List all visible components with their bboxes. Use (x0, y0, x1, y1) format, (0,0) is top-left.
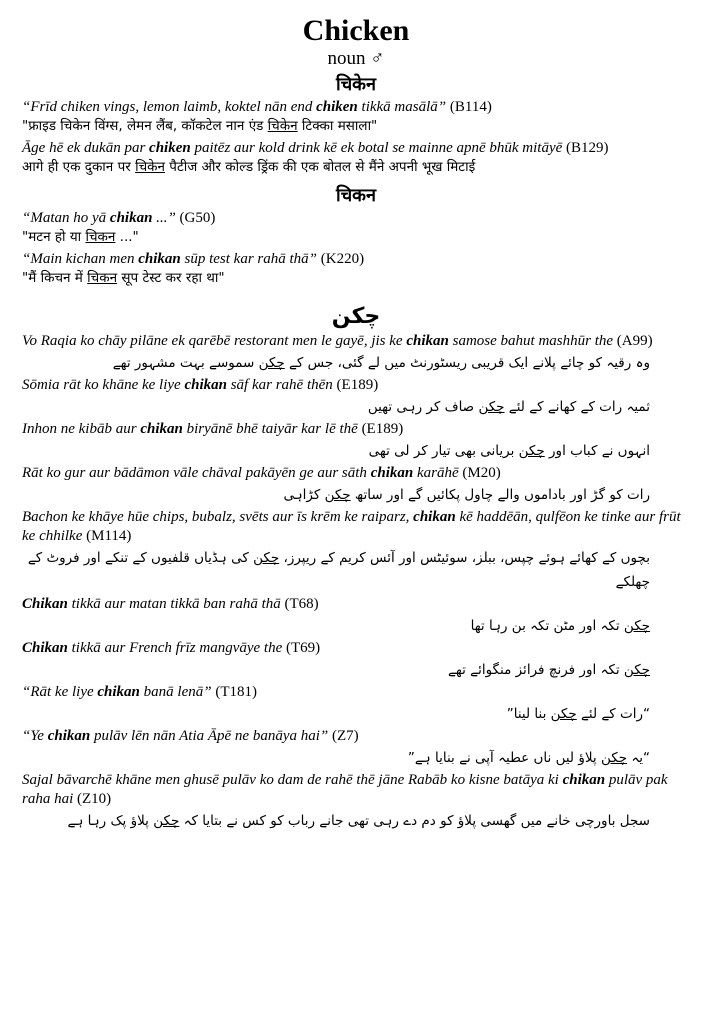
example-entry (22, 727, 690, 770)
transliteration (22, 209, 690, 228)
headword-highlight: chikan (370, 465, 414, 481)
translit-text: Sajal bāvarchē khāne men ghusē pulāv ko dam de rahē thē jāne Rabāb ko kisne batāya ki (22, 772, 563, 788)
source-reference: (B129) (562, 140, 609, 156)
headword-highlight: chikan (140, 421, 183, 437)
headword-underline: چکن (623, 662, 650, 678)
example-entry (22, 639, 690, 682)
script-text: आगे ही एक दुकान पर (22, 159, 136, 175)
script-text: تکہ اور مٹن تکہ بن رہا تھا (470, 618, 624, 634)
headword-underline: چکن (600, 750, 628, 766)
entry-header (22, 0, 690, 98)
translit-text: tikkā aur French frīz mangvāye the (67, 640, 283, 656)
translit-text: tikkā masālā” (357, 99, 447, 115)
script-text: صاف کر رہی تھیں (367, 399, 479, 415)
translit-text: pulāv lēn nān Atia Āpē ne banāya hai” (90, 728, 329, 744)
headword-highlight: chikan (109, 210, 153, 226)
example-entry (22, 332, 690, 375)
translit-text: biryānē bhē taiyār kar lē thē (182, 421, 358, 437)
headword-highlight: chikan (138, 251, 181, 267)
translit-text: banā lenā” (139, 684, 212, 700)
example-entry (22, 508, 690, 594)
hindi-chiken-examples (22, 98, 690, 177)
translit-text: Inhon ne kibāb aur (22, 421, 141, 437)
example-entry (22, 595, 690, 638)
source-reference: (B114) (446, 99, 492, 115)
urdu-text (22, 702, 690, 726)
transliteration (22, 376, 690, 395)
script-text: پلاؤ پک رہا ہے (67, 813, 154, 829)
headword-underline: چکن (518, 443, 545, 459)
translit-text: tikkā aur matan tikkā ban rahā thā (67, 596, 281, 612)
script-text: رات کو گڑ اور باداموں والے چاول پکائیں گے اور ساتھ (350, 487, 650, 503)
headword-highlight: Chikan (22, 640, 68, 656)
source-reference: (T69) (282, 640, 321, 656)
part-of-speech: noun ♂ (327, 48, 385, 69)
script-text: ثمیہ رات کے کھانے کے لئے (504, 399, 650, 415)
source-reference: (M20) (458, 465, 501, 481)
source-reference: (E189) (357, 421, 404, 437)
urdu-text (22, 614, 690, 638)
hindi-chikan-examples (22, 209, 690, 288)
urdu-text (22, 746, 690, 770)
example-entry (22, 771, 690, 833)
headword-underline: چکن (324, 487, 351, 503)
translit-text: Rāt ko gur aur bādāmon vāle chāval pakāyēn ge aur sāth (22, 465, 371, 481)
translit-text: “Ye (22, 728, 48, 744)
script-text: “یہ (627, 750, 650, 766)
transliteration (22, 508, 690, 546)
headword-underline: चिकेन (267, 118, 298, 134)
source-reference: (K220) (317, 251, 365, 267)
script-text: पैटीज और कोल्ड ड्रिंक की एक बोतल से मैंने अपनी भूख मिटाई (165, 159, 476, 175)
headword-underline: چکن (623, 618, 650, 634)
script-text: تکہ اور فرنچ فرائز منگوائے تھے (447, 662, 624, 678)
hindi-headword-chikan: चिकन (336, 185, 376, 206)
example-entry (22, 376, 690, 419)
script-text: بچوں کے کھائے ہوئے چپس، ببلز، سوئیٹس اور آئس کریم کے ریپرز، (279, 550, 650, 566)
headword-underline: چکن (258, 355, 285, 371)
script-text: ..." (115, 229, 139, 245)
hindi-headword-chiken: चिकेन (336, 74, 376, 95)
devanagari-text (22, 117, 690, 136)
source-reference: (G50) (175, 210, 216, 226)
headword-highlight: chiken (149, 140, 191, 156)
transliteration (22, 420, 690, 439)
transliteration (22, 771, 690, 809)
script-text: سجل باورچی خانے میں گھسی پلاؤ کو دم دے رہی تھی جانے رباب کو کس نے بتایا کہ (179, 813, 650, 829)
headword-underline: چکن (153, 813, 180, 829)
transliteration (22, 727, 690, 746)
script-text: सूप टेस्ट कर रहा था" (117, 270, 225, 286)
translit-text: Āge hē ek dukān par (22, 140, 150, 156)
urdu-examples (22, 332, 690, 833)
devanagari-text (22, 269, 690, 288)
headword-highlight: chikan (184, 377, 227, 393)
translit-text: “Rāt ke liye (22, 684, 98, 700)
translit-text: karāhē (413, 465, 459, 481)
transliteration (22, 332, 690, 351)
headword-underline: चिकन (87, 270, 118, 286)
urdu-text (22, 439, 690, 463)
headword-underline: چکن (253, 550, 280, 566)
script-text: "फ्राइड चिकेन विंग्स, लेमन लैंब, कॉकटेल नान एंड (22, 118, 268, 134)
translit-text: “Matan ho yā (22, 210, 110, 226)
urdu-headword: چکن (331, 304, 381, 329)
translit-text: “Main kichan men (22, 251, 139, 267)
transliteration (22, 595, 690, 614)
translit-text: kē haddēān, qulfēon ke tinke aur frūt ke chhilke (22, 509, 681, 544)
script-text: "मैं किचन में (22, 270, 88, 286)
headword-underline: چکن (478, 399, 505, 415)
transliteration (22, 464, 690, 483)
transliteration (22, 683, 690, 702)
translit-text: paitēz aur kold drink kē ek botal se mainne apnē bhūk mitāyē (190, 140, 563, 156)
translit-text: ...” (152, 210, 176, 226)
example-entry (22, 683, 690, 726)
urdu-text (22, 395, 690, 419)
source-reference: (M114) (82, 528, 132, 544)
headword-highlight: chikan (413, 509, 456, 525)
script-text: پلاؤ لیں ناں عطیہ آپی نے بنایا ہے” (407, 750, 601, 766)
example-entry (22, 250, 690, 288)
transliteration (22, 639, 690, 658)
transliteration (22, 98, 690, 117)
script-text: کڑاہی (283, 487, 325, 503)
translit-text: sūp test kar rahā thā” (180, 251, 318, 267)
source-reference: (Z7) (328, 728, 359, 744)
headword-highlight: chiken (316, 99, 358, 115)
headword-highlight: chikan (562, 772, 606, 788)
example-entry (22, 209, 690, 247)
translit-text: “Frīd chiken vings, lemon laimb, koktel nān end (22, 99, 317, 115)
devanagari-text (22, 158, 690, 177)
headword-highlight: Chikan (22, 596, 68, 612)
source-reference: (Z10) (73, 791, 112, 807)
transliteration (22, 139, 690, 158)
example-entry (22, 98, 690, 136)
urdu-text (22, 658, 690, 682)
devanagari-text (22, 228, 690, 247)
urdu-text (22, 483, 690, 507)
translit-text: pulāv pak raha hai (22, 772, 668, 807)
headword-underline: चिकन (85, 229, 116, 245)
source-reference: (T181) (211, 684, 257, 700)
headword-underline: چکن (550, 706, 577, 722)
script-text: “رات کے لئے (576, 706, 650, 722)
urdu-text (22, 546, 690, 594)
source-reference: (A99) (613, 333, 653, 349)
translit-text: samose bahut mashhūr the (448, 333, 614, 349)
headword-highlight: chikan (97, 684, 140, 700)
urdu-text (22, 351, 690, 375)
example-entry (22, 420, 690, 463)
script-text: "मटन हो या (22, 229, 86, 245)
headword-underline: चिकेन (135, 159, 166, 175)
script-text: کی ہڈیاں قلفیوں کے تنکے اور فروٹ کے چھلکے (27, 550, 650, 590)
transliteration (22, 250, 690, 269)
headword-highlight: chikan (47, 728, 91, 744)
script-text: انہوں نے کباب اور (544, 443, 650, 459)
script-text: بریانی بھی تیار کر لی تھی (368, 443, 519, 459)
translit-text: Sōmia rāt ko khāne ke liye (22, 377, 185, 393)
urdu-text (22, 809, 690, 833)
headword: Chicken (302, 14, 410, 47)
example-entry (22, 464, 690, 507)
example-entry (22, 139, 690, 177)
source-reference: (E189) (332, 377, 379, 393)
script-text: وہ رقیہ کو چائے پلانے ایک قریبی ریسٹورنٹ میں لے گئی، جس کے (284, 355, 650, 371)
translit-text: Bachon ke khāye hūe chips, bubalz, svēts aur īs krēm ke raiparz, (22, 509, 414, 525)
script-text: टिक्का मसाला" (297, 118, 378, 134)
source-reference: (T68) (280, 596, 319, 612)
script-text: سموسے بہت مشہور تھے (112, 355, 259, 371)
translit-text: sāf kar rahē thēn (226, 377, 333, 393)
translit-text: Vo Raqia ko chāy pilāne ek qarēbē restorant men le gayē, jis ke (22, 333, 407, 349)
script-text: بنا لینا” (506, 706, 551, 722)
headword-highlight: chikan (406, 333, 449, 349)
